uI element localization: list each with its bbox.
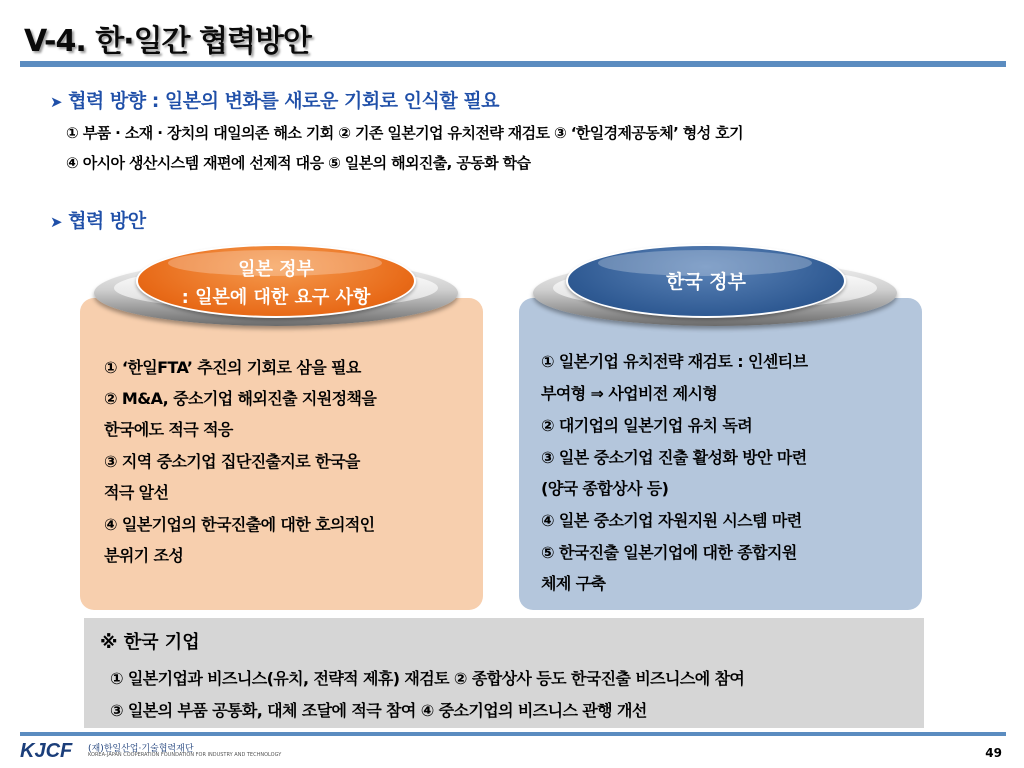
japan-item-2: ② M&A, 중소기업 해외진출 지원정책을 — [104, 389, 377, 408]
korean-companies-line-1: ① 일본기업과 비즈니스(유치, 전략적 제휴) 재검토 ② 종합상사 등도 한국진출 비즈니스에 참여 — [110, 669, 745, 688]
section-plan-text: 협력 방안 — [68, 210, 146, 232]
kjcf-logo — [20, 740, 282, 762]
page-title: V-4. 한·일간 협력방안 — [24, 24, 311, 59]
org-name-en: KOREA-JAPAN COOPERATION FOUNDATION FOR INDUSTRY AND TECHNOLOGY — [88, 752, 282, 758]
japan-label-line2: : 일본에 대한 요구 사항 — [181, 287, 371, 308]
korea-item-2: ② 대기업의 일본기업 유치 독려 — [541, 416, 753, 435]
korean-companies-heading: ※ 한국 기업 — [100, 632, 200, 653]
japan-label-line1: 일본 정부 — [238, 259, 314, 280]
section-direction-heading — [50, 86, 499, 113]
korea-government-label — [566, 244, 846, 318]
japan-item-1: ① ‘한일FTA’ 추진의 기회로 삼을 필요 — [104, 358, 361, 377]
korea-item-4: ④ 일본 중소기업 자원지원 시스템 마련 — [541, 511, 802, 530]
arrow-bullet-icon: ➤ — [50, 213, 63, 231]
korean-companies-box — [84, 618, 924, 728]
logo-text: KJCF — [20, 740, 73, 762]
arrow-bullet-icon: ➤ — [50, 93, 63, 111]
korea-item-3b: (양국 종합상사 등) — [541, 479, 669, 498]
japan-item-3b: 적극 알선 — [104, 483, 169, 502]
korea-item-5: ⑤ 한국진출 일본기업에 대한 종합지원 — [541, 543, 797, 562]
korea-item-3: ③ 일본 중소기업 진출 활성화 방안 마련 — [541, 448, 807, 467]
section-direction-text: 협력 방향 : 일본의 변화를 새로운 기회로 인식할 필요 — [68, 90, 500, 112]
japan-item-3: ③ 지역 중소기업 집단진출지로 한국을 — [104, 452, 360, 471]
footer-divider — [20, 732, 1006, 736]
korea-item-5b: 체제 구축 — [541, 574, 606, 593]
japan-item-4: ④ 일본기업의 한국진출에 대한 호의적인 — [104, 515, 375, 534]
korea-item-1: ① 일본기업 유치전략 재검토 : 인센티브 — [541, 352, 808, 371]
direction-line-1: ① 부품 · 소재 · 장치의 대일의존 해소 기회 ② 기존 일본기업 유치전략 재검토 ③ ‘한일경제공동체’ 형성 호기 — [66, 124, 743, 142]
direction-line-2: ④ 아시아 생산시스템 재편에 선제적 대응 ⑤ 일본의 해외진출, 공동화 학습 — [66, 154, 531, 172]
japan-item-2b: 한국에도 적극 적응 — [104, 420, 233, 439]
korea-item-1b: 부여형 ⇒ 사업비전 제시형 — [541, 384, 718, 403]
korean-companies-line-2: ③ 일본의 부품 공통화, 대체 조달에 적극 참여 ④ 중소기업의 비즈니스 관행 개선 — [110, 701, 647, 720]
section-plan-heading — [50, 206, 146, 233]
title-divider — [20, 61, 1006, 67]
org-name: (재)한일산업·기술협력재단 — [88, 744, 194, 754]
page-number: 49 — [985, 746, 1002, 760]
japan-item-4b: 분위기 조성 — [104, 546, 184, 565]
japan-government-label — [136, 244, 416, 318]
korea-label-text: 한국 정부 — [665, 271, 747, 293]
